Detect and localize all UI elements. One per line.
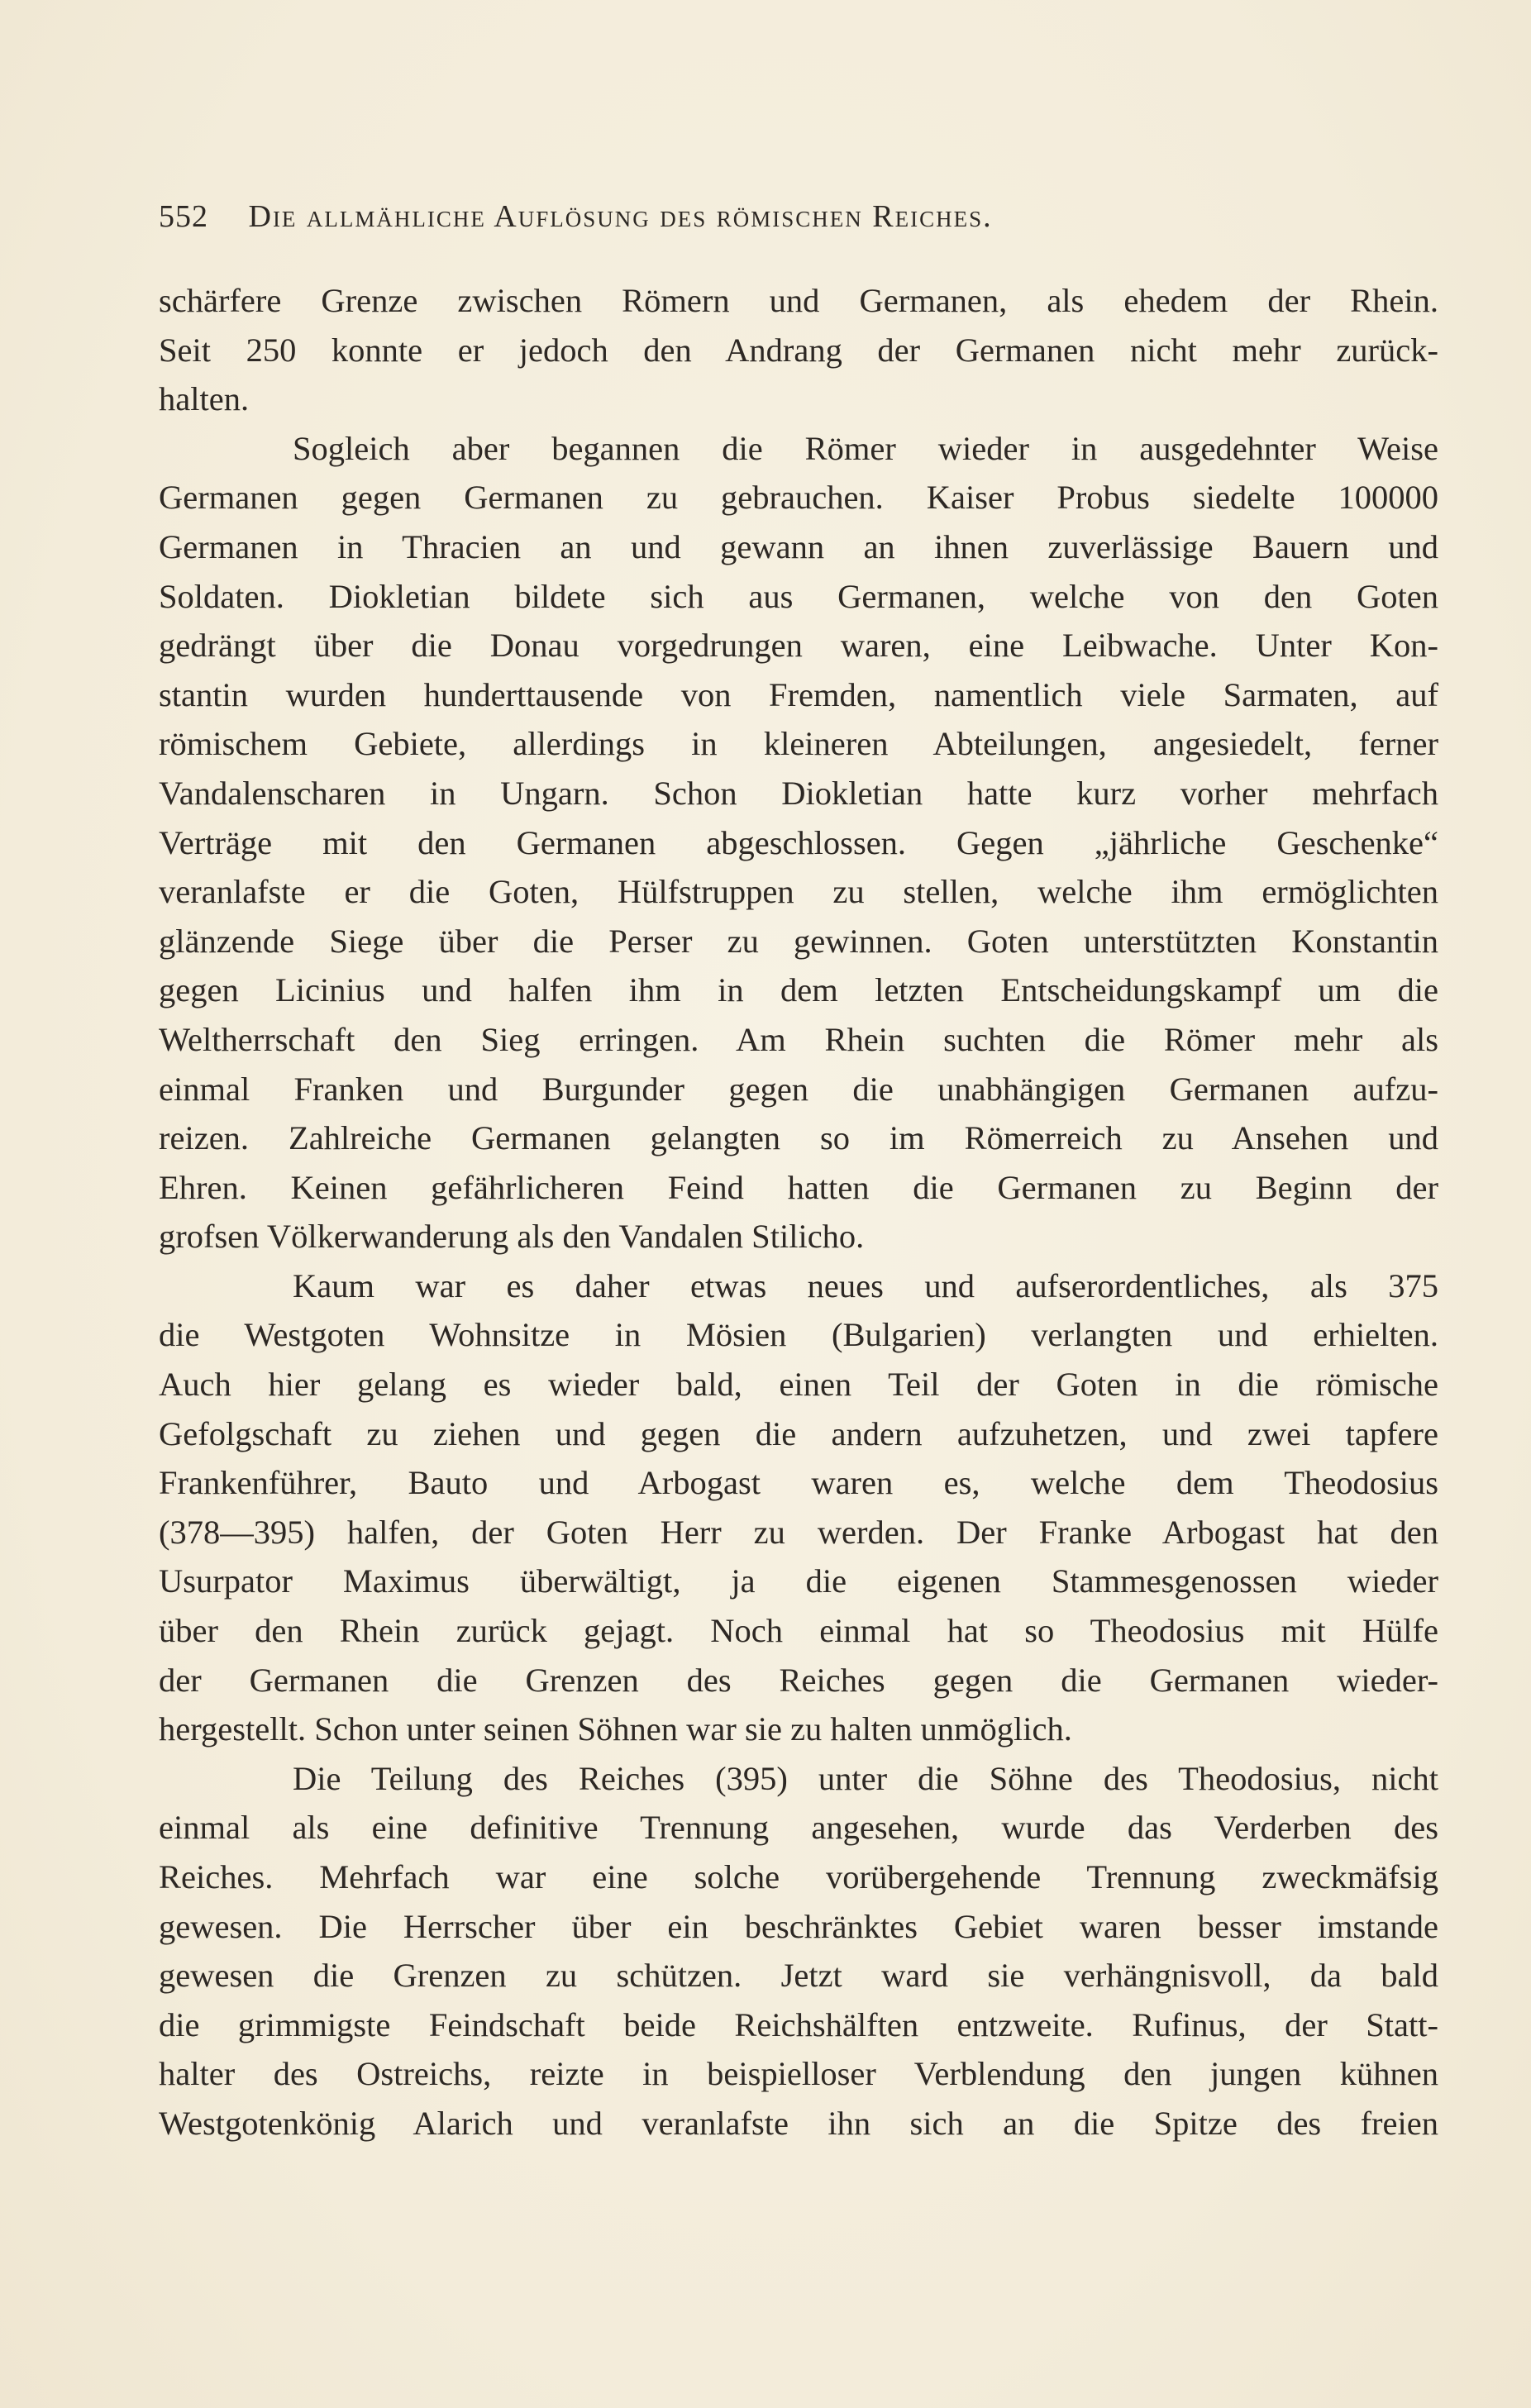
text-line: die grimmigste Feindschaft beide Reichshälften entzweite. Rufinus, der Statt- [159, 2005, 1438, 2043]
text-line: der Germanen die Grenzen des Reiches gegen die Germanen wieder- [159, 1661, 1438, 1699]
text-line: reizen. Zahlreiche Germanen gelangten so im Römerreich zu Ansehen und [159, 1119, 1438, 1157]
text-line: die Westgoten Wohnsitze in Mösien (Bulgarien) verlangten und erhielten. [159, 1316, 1438, 1354]
paragraph-start-line: Sogleich aber begannen die Römer wieder in ausgedehnter Weise [293, 429, 1438, 467]
text-line: (378—395) halfen, der Goten Herr zu werden. Der Franke Arbogast hat den [159, 1513, 1438, 1551]
text-line: stantin wurden hunderttausende von Fremden, namentlich viele Sarmaten, auf [159, 675, 1438, 713]
text-line: einmal als eine definitive Trennung angesehen, wurde das Verderben des [159, 1809, 1438, 1847]
text-line: hergestellt. Schon unter seinen Söhnen war sie zu halten unmöglich. [159, 1710, 1072, 1748]
body-text [159, 276, 1438, 2148]
text-line: gedrängt über die Donau vorgedrungen waren, eine Leibwache. Unter Kon- [159, 627, 1438, 665]
text-line: Weltherrschaft den Sieg erringen. Am Rhein suchten die Römer mehr als [159, 1020, 1438, 1058]
text-line: gewesen die Grenzen zu schützen. Jetzt ward sie verhängnisvoll, da bald [159, 1957, 1438, 1995]
text-line: einmal Franken und Burgunder gegen die unabhängigen Germanen aufzu- [159, 1070, 1438, 1108]
text-line: Auch hier gelang es wieder bald, einen Teil der Goten in die römische [159, 1366, 1438, 1404]
text-line: grofsen Völkerwanderung als den Vandalen Stilicho. [159, 1218, 865, 1256]
text-line: Frankenführer, Bauto und Arbogast waren es, welche dem Theodosius [159, 1464, 1438, 1502]
text-line: über den Rhein zurück gejagt. Noch einmal hat so Theodosius mit Hülfe [159, 1612, 1438, 1650]
running-header [159, 198, 1283, 248]
text-line: halten. [159, 380, 250, 418]
text-line: Verträge mit den Germanen abgeschlossen. Gegen „jährliche Geschenke“ [159, 823, 1438, 861]
text-line: Germanen gegen Germanen zu gebrauchen. Kaiser Probus siedelte 100000 [159, 479, 1438, 517]
page-number: 552 [159, 199, 208, 234]
text-line: Usurpator Maximus überwältigt, ja die eigenen Stammesgenossen wieder [159, 1562, 1438, 1600]
text-line: gewesen. Die Herrscher über ein beschränktes Gebiet waren besser imstande [159, 1907, 1438, 1945]
text-line: Soldaten. Diokletian bildete sich aus Germanen, welche von den Goten [159, 577, 1438, 615]
text-line: Westgotenkönig Alarich und veranlafste ihn sich an die Spitze des freien [159, 2104, 1438, 2142]
text-line: Gefolgschaft zu ziehen und gegen die andern aufzuhetzen, und zwei tapfere [159, 1414, 1438, 1452]
text-line: veranlafste er die Goten, Hülfstruppen zu stellen, welche ihm ermöglichten [159, 873, 1438, 911]
text-line: römischem Gebiete, allerdings in kleineren Abteilungen, angesiedelt, ferner [159, 725, 1438, 763]
text-line: schärfere Grenze zwischen Römern und Germanen, als ehedem der Rhein. [159, 282, 1438, 319]
paragraph-start-line: Die Teilung des Reiches (395) unter die Söhne des Theodosius, nicht [293, 1759, 1438, 1797]
text-line: Vandalenscharen in Ungarn. Schon Diokletian hatte kurz vorher mehrfach [159, 774, 1438, 812]
running-title: Die allmähliche Auflösung des römischen Reiches. [248, 199, 993, 234]
paragraph-start-line: Kaum war es daher etwas neues und aufserordentliches, als 375 [293, 1266, 1438, 1304]
text-line: Seit 250 konnte er jedoch den Andrang der Germanen nicht mehr zurück- [159, 331, 1438, 369]
text-line: glänzende Siege über die Perser zu gewinnen. Goten unterstützten Konstantin [159, 922, 1438, 960]
text-line: Reiches. Mehrfach war eine solche vorübergehende Trennung zweckmäfsig [159, 1858, 1438, 1895]
text-line: halter des Ostreichs, reizte in beispielloser Verblendung den jungen kühnen [159, 2055, 1438, 2093]
text-line: Germanen in Thracien an und gewann an ihnen zuverlässige Bauern und [159, 527, 1438, 565]
text-line: Ehren. Keinen gefährlicheren Feind hatten die Germanen zu Beginn der [159, 1168, 1438, 1206]
text-line: gegen Licinius und halfen ihm in dem letzten Entscheidungskampf um die [159, 971, 1438, 1009]
